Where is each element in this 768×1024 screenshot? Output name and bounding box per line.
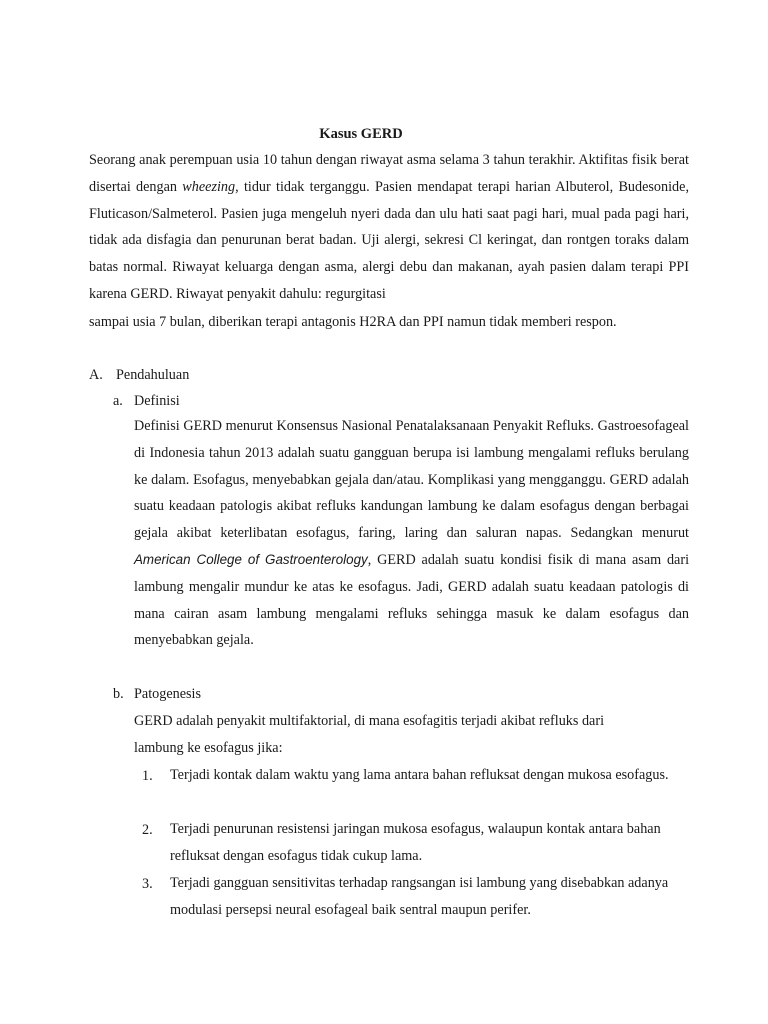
list-item-3-marker: 3. (142, 876, 153, 892)
sub-b-marker: b. (113, 686, 124, 702)
definition-text-2: , GERD adalah suatu kondisi fisik di mana asam dari lambung mengalir mundur ke atas ke esofagus. Jadi, GERD adalah suatu keadaan patologis di mana cairan asam lambung mengalami refluks sehingga masuk ke dalam esofagus dan menyebabkan gejala. (134, 551, 690, 649)
sub-b-heading: Patogenesis (134, 686, 201, 702)
list-item-1-marker: 1. (142, 768, 153, 784)
case-paragraph (89, 147, 689, 308)
section-a-marker: A. (89, 367, 103, 383)
sub-a-heading: Definisi (134, 393, 180, 409)
list-item-2-text: Terjadi penurunan resistensi jaringan mukosa esofagus, walaupun kontak antara bahan refluksat dengan esofagus tidak cukup lama. (170, 821, 661, 864)
case-text-2: , tidur tidak terganggu. Pasien mendapat terapi harian Albuterol, Budesonide, Fluticason/Salmeterol. Pasien juga mengeluh nyeri dada dan ulu hati saat pagi hari, mual pada pagi hari, tidak ada disfagia dan penurunan berat badan. Uji alergi, sekresi Cl keringat, dan rontgen toraks dalam batas normal. Riwayat keluarga dengan asma, alergi debu dan makanan, ayah pasien dalam terapi PPI karena GERD. Riwayat penyakit dahulu: regurgitasi (89, 178, 689, 302)
definition-text-italic: American College of Gastroenterology (134, 551, 368, 567)
definition-paragraph (134, 413, 689, 654)
case-paragraph-last-line: sampai usia 7 bulan, diberikan terapi antagonis H2RA dan PPI namun tidak memberi respon. (89, 314, 617, 330)
patogenesis-intro: GERD adalah penyakit multifaktorial, di mana esofagitis terjadi akibat refluks dari lambung ke esofagus jika: (134, 713, 605, 756)
definition-text-1: Definisi GERD menurut Konsensus Nasional Penatalaksanaan Penyakit Refluks. Gastroesofageal di Indonesia tahun 2013 adalah suatu gangguan berupa isi lambung mengalami refluks berulang ke dalam. Esofagus, menyebabkan gejala dan/atau. Komplikasi yang mengganggu. GERD adalah suatu keadaan patologis akibat refluks kandungan lambung ke dalam esofagus dengan berbagai gejala akibat keterlibatan esofagus, faring, laring dan saluran napas. Sedangkan menurut (134, 418, 689, 542)
list-item-3-text: Terjadi gangguan sensitivitas terhadap rangsangan isi lambung yang disebabkan adanya modulasi persepsi neural esofageal baik sentral maupun perifer. (170, 875, 669, 918)
list-item-1-text: Terjadi kontak dalam waktu yang lama antara bahan refluksat dengan mukosa esofagus. (170, 767, 669, 783)
case-text-italic: wheezing (182, 178, 236, 195)
section-a-heading: Pendahuluan (116, 367, 190, 383)
case-text-1: Seorang anak perempuan usia 10 tahun dengan riwayat asma selama 3 tahun terakhir. Aktifitas fisik berat disertai dengan (89, 152, 689, 195)
document-title: Kasus GERD (319, 126, 403, 142)
sub-a-marker: a. (113, 393, 123, 409)
list-item-2-marker: 2. (142, 822, 153, 838)
